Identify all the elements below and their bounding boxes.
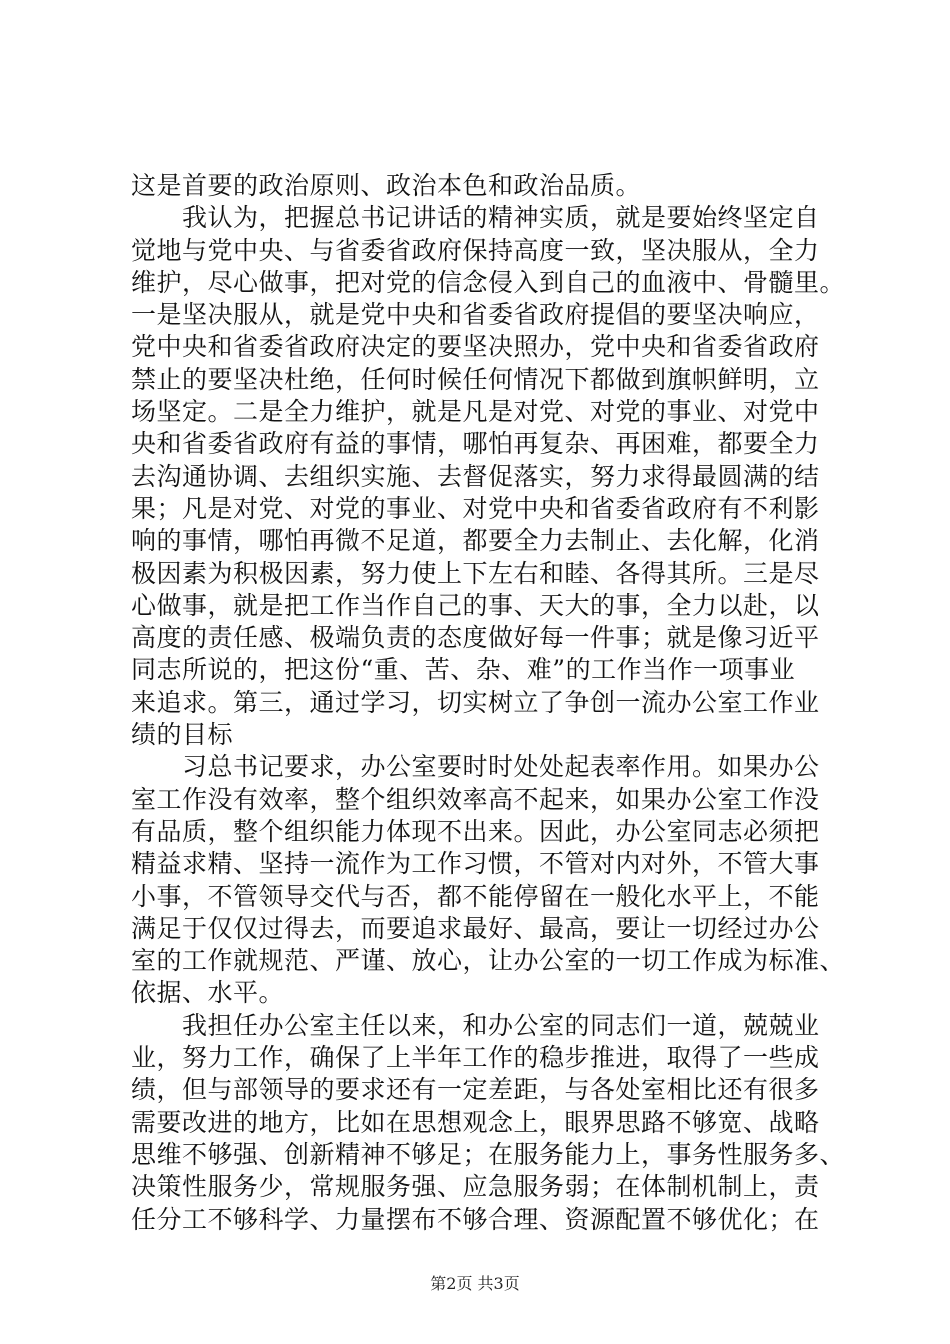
text-line: 极因素为积极因素，努力使上下左右和睦、各得其所。三是尽 bbox=[131, 558, 820, 588]
text-line: 这是首要的政治原则、政治本色和政治品质。 bbox=[131, 171, 642, 200]
text-line: 来追求。第三，通过学习，切实树立了争创一流办公室工作业 bbox=[131, 687, 820, 717]
text-line: 室的工作就规范、严谨、放心，让办公室的一切工作成为标准、 bbox=[131, 946, 846, 976]
text-line: 业，努力工作，确保了上半年工作的稳步推进，取得了一些成 bbox=[131, 1043, 820, 1073]
text-line: 绩的目标 bbox=[131, 720, 234, 750]
text-line: 心做事，就是把工作当作自己的事、天大的事，全力以赴，以 bbox=[131, 590, 820, 620]
text-line: 依据、水平。 bbox=[131, 978, 285, 1008]
text-line: 维护，尽心做事，把对党的信念侵入到自己的血液中、骨髓里。 bbox=[131, 267, 846, 297]
text-line: 禁止的要坚决杜绝，任何时候任何情况下都做到旗帜鲜明，立 bbox=[131, 364, 820, 394]
text-line: 觉地与党中央、与省委省政府保持高度一致，坚决服从，全力 bbox=[131, 235, 820, 265]
text-line: 高度的责任感、极端负责的态度做好每一件事；就是像习近平 bbox=[131, 623, 820, 653]
text-line: 同志所说的，把这份“重、苦、杂、难”的工作当作一项事业 bbox=[131, 655, 796, 685]
text-line: 思维不够强、创新精神不够足；在服务能力上，事务性服务多、 bbox=[131, 1139, 846, 1169]
text-line: 场坚定。二是全力维护，就是凡是对党、对党的事业、对党中 bbox=[131, 397, 820, 427]
text-line: 我认为，把握总书记讲话的精神实质，就是要始终坚定自 bbox=[131, 203, 820, 233]
text-line: 习总书记要求，办公室要时时处处起表率作用。如果办公 bbox=[131, 752, 820, 782]
body-text bbox=[131, 170, 846, 1236]
text-line: 满足于仅仅过得去，而要追求最好、最高，要让一切经过办公 bbox=[131, 913, 820, 943]
text-line: 响的事情，哪怕再微不足道，都要全力去制止、去化解，化消 bbox=[131, 526, 820, 556]
text-line: 精益求精、坚持一流作为工作习惯，不管对内对外，不管大事 bbox=[131, 849, 820, 879]
text-line: 去沟通协调、去组织实施、去督促落实，努力求得最圆满的结 bbox=[131, 461, 820, 491]
text-line: 党中央和省委省政府决定的要坚决照办，党中央和省委省政府 bbox=[131, 332, 820, 362]
text-line: 我担任办公室主任以来，和办公室的同志们一道，兢兢业 bbox=[131, 1010, 820, 1040]
page-footer: 第2页 共3页 bbox=[430, 1274, 520, 1293]
text-line: 央和省委省政府有益的事情，哪怕再复杂、再困难，都要全力 bbox=[131, 429, 820, 459]
text-line: 小事，不管领导交代与否，都不能停留在一般化水平上，不能 bbox=[131, 881, 820, 911]
text-line: 任分工不够科学、力量摆布不够合理、资源配置不够优化；在 bbox=[131, 1204, 820, 1234]
text-line: 室工作没有效率，整个组织效率高不起来，如果办公室工作没 bbox=[131, 784, 820, 814]
text-line: 决策性服务少，常规服务强、应急服务弱；在体制机制上，责 bbox=[131, 1172, 820, 1202]
text-line: 一是坚决服从，就是党中央和省委省政府提倡的要坚决响应， bbox=[131, 300, 820, 330]
text-line: 绩，但与部领导的要求还有一定差距，与各处室相比还有很多 bbox=[131, 1075, 820, 1105]
text-line: 需要改进的地方，比如在思想观念上，眼界思路不够宽、战略 bbox=[131, 1107, 820, 1137]
text-line: 有品质，整个组织能力体现不出来。因此，办公室同志必须把 bbox=[131, 816, 820, 846]
text-line: 果；凡是对党、对党的事业、对党中央和省委省政府有不利影 bbox=[131, 493, 820, 523]
